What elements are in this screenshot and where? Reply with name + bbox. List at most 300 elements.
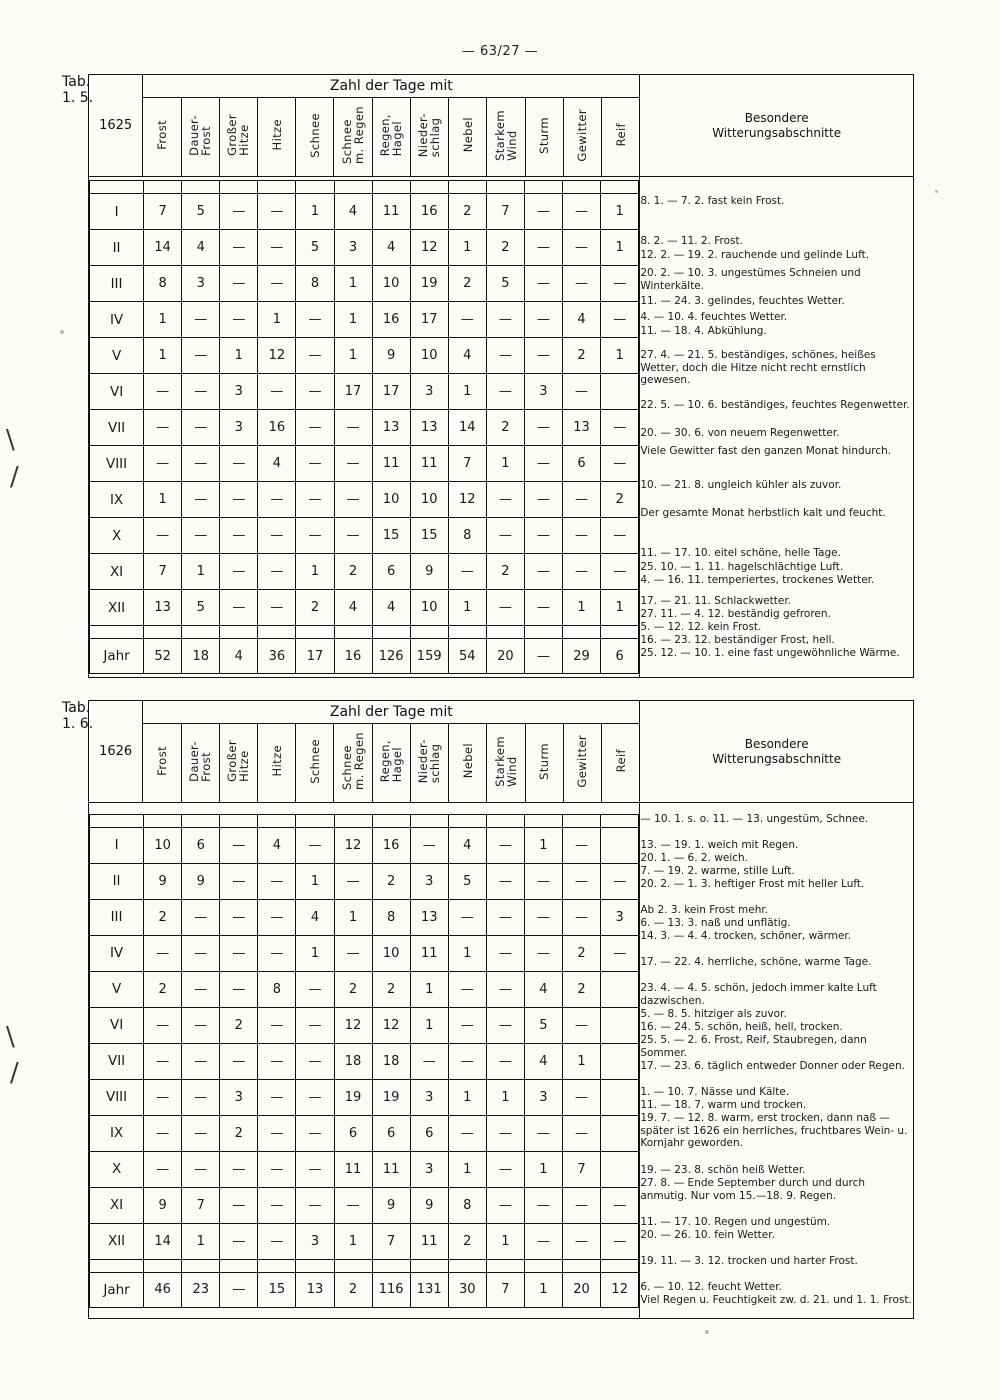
data-cell: — — [182, 374, 220, 410]
data-cell: — — [562, 1187, 600, 1223]
data-cell: 12 — [258, 338, 296, 374]
data-cell: — — [448, 1115, 486, 1151]
spacer-cell — [448, 181, 486, 194]
data-cell: 1 — [410, 1007, 448, 1043]
data-cell: 3 — [410, 1079, 448, 1115]
data-cell: — — [334, 410, 372, 446]
year-total-cell: 2 — [334, 1272, 372, 1307]
data-cell: — — [334, 1187, 372, 1223]
year-header-cell: 1625 — [89, 75, 143, 177]
data-cell: 2 — [486, 230, 524, 266]
data-cell: 12 — [410, 230, 448, 266]
data-cell: 5 — [524, 1007, 562, 1043]
table-row — [90, 899, 639, 935]
col-header-niederschlag — [410, 98, 448, 177]
data-cell: 15 — [372, 518, 410, 554]
data-cell: — — [220, 1223, 258, 1259]
data-cell: 6 — [334, 1115, 372, 1151]
year-total-cell: 116 — [372, 1272, 410, 1307]
spacer-cell — [90, 1259, 144, 1272]
month-label: III — [90, 266, 144, 302]
data-cell: 16 — [372, 302, 410, 338]
month-label: IX — [90, 482, 144, 518]
col-header-regen-hagel — [372, 724, 410, 803]
col-header-starkem-wind — [487, 724, 525, 803]
data-cell: 15 — [410, 518, 448, 554]
data-cell: 1 — [144, 302, 182, 338]
remark-entry: 8. 1. — 7. 2. fast kein Frost. — [640, 195, 785, 207]
data-cell: 19 — [334, 1079, 372, 1115]
table-row — [90, 302, 639, 338]
data-cell: — — [220, 518, 258, 554]
data-cell: — — [220, 971, 258, 1007]
col-header-grossehitze — [219, 724, 257, 803]
year-total-cell: 36 — [258, 639, 296, 674]
data-cell: — — [524, 935, 562, 971]
year-total-cell: 7 — [486, 1272, 524, 1307]
col-header-hitze — [257, 724, 295, 803]
data-cell: 1 — [410, 971, 448, 1007]
month-label: III — [90, 899, 144, 935]
data-cell: 4 — [296, 899, 334, 935]
data-cell: 1 — [448, 374, 486, 410]
year-total-cell: — — [524, 639, 562, 674]
data-cell: 11 — [372, 446, 410, 482]
data-cell: 5 — [296, 230, 334, 266]
data-cell: 19 — [410, 266, 448, 302]
data-cell: 3 — [601, 899, 639, 935]
data-cell: 1 — [448, 1151, 486, 1187]
data-cell: — — [144, 374, 182, 410]
table-label-1626 — [62, 700, 108, 732]
data-cell: 17 — [372, 374, 410, 410]
row-spacer — [90, 626, 639, 639]
month-label: XII — [90, 1223, 144, 1259]
data-cell: 1 — [448, 590, 486, 626]
data-cell: 14 — [144, 1223, 182, 1259]
data-cell: 2 — [144, 899, 182, 935]
data-cell: 7 — [448, 446, 486, 482]
tab-label-line1: Tab. — [62, 700, 91, 716]
month-label: IV — [90, 302, 144, 338]
data-cell: — — [486, 827, 524, 863]
data-cell: — — [601, 1223, 639, 1259]
col-header-text: Regen, — [378, 739, 393, 783]
data-cell: — — [562, 863, 600, 899]
remark-entry: 23. 4. — 4. 5. schön, jedoch immer kalte Luft dazwischen. — [640, 982, 877, 1007]
remark-entry: 11. — 24. 3. gelindes, feuchtes Wetter. — [640, 295, 845, 307]
table-row — [90, 482, 639, 518]
data-cell: — — [524, 554, 562, 590]
data-cell: 3 — [524, 374, 562, 410]
data-cell: — — [220, 899, 258, 935]
data-cell: — — [524, 1223, 562, 1259]
data-cell: — — [334, 446, 372, 482]
table-row — [90, 590, 639, 626]
spacer-cell — [410, 626, 448, 639]
data-cell: 3 — [220, 410, 258, 446]
remark-entry: 16. — 23. 12. beständiger Frost, hell. — [640, 634, 835, 646]
remark-entry: 20. 2. — 10. 3. ungestümes Schneien und Winterkälte. — [640, 267, 861, 292]
remark-entry: 20. 1. — 6. 2. weich. — [640, 852, 748, 864]
data-cell: — — [562, 266, 600, 302]
data-cell: 2 — [601, 482, 639, 518]
col-header-text: Gewitter — [575, 108, 590, 162]
spacer-cell — [410, 1259, 448, 1272]
data-cell: 3 — [296, 1223, 334, 1259]
data-cell: 12 — [334, 827, 372, 863]
data-cell: — — [182, 1079, 220, 1115]
month-label: X — [90, 1151, 144, 1187]
data-cell: — — [601, 266, 639, 302]
month-label: X — [90, 518, 144, 554]
data-cell: — — [220, 194, 258, 230]
spacer-cell — [296, 814, 334, 827]
col-header-text: Schnee — [340, 745, 355, 790]
data-cell: — — [144, 1151, 182, 1187]
data-cell: — — [486, 590, 524, 626]
data-cell: 19 — [372, 1079, 410, 1115]
table-row — [90, 230, 639, 266]
data-cell — [601, 1115, 639, 1151]
data-cell: 1 — [448, 1079, 486, 1115]
remark-title-line1: Besondere — [744, 736, 809, 751]
remark-entry: 5. — 8. 5. hitziger als zuvor. — [640, 1008, 787, 1020]
table-row — [90, 1151, 639, 1187]
remark-entry: 25. 5. — 2. 6. Frost, Reif, Staubregen, dann Sommer. — [640, 1034, 867, 1059]
data-cell: — — [220, 1043, 258, 1079]
data-cell: 1 — [524, 827, 562, 863]
spacer-cell — [220, 1259, 258, 1272]
remark-entry: Viel Regen u. Feuchtigkeit zw. d. 21. und 1. 1. Frost. — [640, 1294, 912, 1306]
data-cell: 1 — [296, 935, 334, 971]
data-cell: 1 — [334, 338, 372, 374]
remark-entry: 7. — 19. 2. warme, stille Luft. — [640, 865, 795, 877]
data-cell: — — [182, 1115, 220, 1151]
data-cell: — — [601, 518, 639, 554]
data-cell: 2 — [448, 194, 486, 230]
col-header-text: Frost — [154, 120, 169, 150]
data-cell: — — [524, 266, 562, 302]
data-cell: — — [601, 302, 639, 338]
data-cell: — — [296, 1115, 334, 1151]
data-cell: 13 — [144, 590, 182, 626]
data-cell: 4 — [372, 230, 410, 266]
data-cell: — — [144, 1079, 182, 1115]
data-cell: — — [562, 1223, 600, 1259]
data-cell: 1 — [144, 338, 182, 374]
col-header-reif — [601, 724, 639, 803]
data-cell: 2 — [372, 863, 410, 899]
spacer-cell — [334, 1259, 372, 1272]
col-header-grossehitze — [219, 98, 257, 177]
data-cell: — — [296, 1007, 334, 1043]
col-header-text: Frost — [154, 746, 169, 776]
data-cell: 2 — [486, 410, 524, 446]
data-cell: — — [220, 590, 258, 626]
year-total-cell: — — [220, 1272, 258, 1307]
spacer-cell — [296, 1259, 334, 1272]
spacer-cell — [220, 814, 258, 827]
year-total-cell: 17 — [296, 639, 334, 674]
data-cell: 14 — [144, 230, 182, 266]
data-cell: 2 — [144, 971, 182, 1007]
year-total-row — [90, 1272, 639, 1307]
remark-entry: 11. — 17. 10. eitel schöne, helle Tage. — [640, 547, 841, 559]
data-area-1626 — [89, 803, 640, 1319]
data-cell: 2 — [334, 971, 372, 1007]
data-cell: 13 — [372, 410, 410, 446]
remark-entry: 17. — 21. 11. Schlackwetter. — [640, 595, 792, 607]
data-cell: 8 — [258, 971, 296, 1007]
data-cell: 9 — [372, 1187, 410, 1223]
data-cell: — — [562, 374, 600, 410]
monthly-rows-1625 — [89, 180, 639, 674]
data-cell: 12 — [334, 1007, 372, 1043]
spacer-cell — [90, 814, 144, 827]
month-label: XI — [90, 1187, 144, 1223]
data-cell: — — [258, 1151, 296, 1187]
col-header-text2: Hagel — [390, 120, 405, 157]
data-cell: — — [258, 1007, 296, 1043]
data-cell: 5 — [448, 863, 486, 899]
data-cell: — — [182, 1043, 220, 1079]
year-total-cell: 131 — [410, 1272, 448, 1307]
table-row — [90, 827, 639, 863]
data-cell: 18 — [372, 1043, 410, 1079]
month-label: VIII — [90, 1079, 144, 1115]
data-cell — [601, 1043, 639, 1079]
month-label: II — [90, 863, 144, 899]
data-cell: — — [258, 374, 296, 410]
year-total-cell: 4 — [220, 639, 258, 674]
data-cell: 4 — [448, 338, 486, 374]
data-cell: 11 — [410, 1223, 448, 1259]
month-label: VII — [90, 410, 144, 446]
data-cell: — — [182, 482, 220, 518]
tab-label-line2: 1. 5. — [62, 90, 94, 106]
row-spacer — [90, 181, 639, 194]
col-header-text: Schnee — [307, 112, 322, 158]
data-cell: 17 — [410, 302, 448, 338]
spacer-cell — [258, 626, 296, 639]
data-cell: — — [448, 1007, 486, 1043]
remark-entry: Ab 2. 3. kein Frost mehr. — [640, 904, 769, 916]
data-cell: 12 — [372, 1007, 410, 1043]
spacer-cell — [144, 1259, 182, 1272]
data-cell: — — [144, 446, 182, 482]
data-cell: 18 — [334, 1043, 372, 1079]
col-header-text: Nieder- — [416, 112, 431, 158]
year-total-cell: 12 — [601, 1272, 639, 1307]
data-cell: 2 — [334, 554, 372, 590]
table-row — [90, 554, 639, 590]
data-cell — [601, 827, 639, 863]
remark-entry: 19. 11. — 3. 12. trocken und harter Frost. — [640, 1255, 858, 1267]
remarks-cell-1626 — [640, 803, 914, 1319]
data-cell: 3 — [220, 374, 258, 410]
data-cell: — — [562, 1079, 600, 1115]
remarks-cell-1625 — [640, 177, 914, 678]
spacer-cell — [144, 181, 182, 194]
spacer-cell — [524, 1259, 562, 1272]
data-cell: 16 — [372, 827, 410, 863]
table-row — [90, 410, 639, 446]
data-cell: — — [524, 1115, 562, 1151]
year-total-row — [90, 639, 639, 674]
spacer-cell — [182, 1259, 220, 1272]
data-cell: 9 — [144, 1187, 182, 1223]
table-row — [90, 194, 639, 230]
data-cell: 3 — [334, 230, 372, 266]
data-cell: — — [486, 1187, 524, 1223]
data-cell: — — [296, 971, 334, 1007]
data-cell: — — [486, 1007, 524, 1043]
col-header-text: Nieder- — [416, 738, 431, 784]
data-cell: — — [220, 554, 258, 590]
data-cell: 6 — [372, 1115, 410, 1151]
data-cell: 1 — [334, 302, 372, 338]
col-header-text: Regen, — [378, 113, 393, 157]
data-cell: 7 — [486, 194, 524, 230]
data-cell: 13 — [562, 410, 600, 446]
spacer-cell — [486, 181, 524, 194]
col-header-text: Reif — [613, 123, 628, 147]
data-cell: 10 — [372, 482, 410, 518]
spacer-cell — [448, 626, 486, 639]
tab-label-line1: Tab. — [62, 74, 91, 90]
data-cell: — — [562, 194, 600, 230]
year-total-cell: 1 — [524, 1272, 562, 1307]
table-row — [90, 518, 639, 554]
remark-entry: 11. — 18. 4. Abkühlung. — [640, 325, 767, 337]
col-header-niederschlag — [410, 724, 448, 803]
spacer-cell — [562, 1259, 600, 1272]
data-cell: — — [258, 935, 296, 971]
data-cell: — — [524, 410, 562, 446]
col-header-text: Starkem — [492, 735, 507, 787]
year-total-cell: 126 — [372, 639, 410, 674]
spacer-cell — [601, 181, 639, 194]
data-cell: — — [410, 1043, 448, 1079]
data-cell: 17 — [334, 374, 372, 410]
spacer-cell — [601, 626, 639, 639]
data-cell: — — [296, 1151, 334, 1187]
data-cell: 10 — [410, 590, 448, 626]
data-cell: 7 — [144, 554, 182, 590]
data-cell: — — [258, 482, 296, 518]
data-cell: — — [486, 863, 524, 899]
data-cell: 3 — [182, 266, 220, 302]
spacer-cell — [372, 814, 410, 827]
month-label: I — [90, 827, 144, 863]
remark-entry: 27. 11. — 4. 12. beständig gefroren. — [640, 608, 831, 620]
spacer-cell — [90, 626, 144, 639]
data-cell: 1 — [562, 590, 600, 626]
data-cell: — — [258, 1043, 296, 1079]
data-cell: — — [601, 410, 639, 446]
col-header-text: Hitze — [269, 745, 284, 777]
margin-mark-1: \ — [6, 425, 15, 455]
data-cell: 5 — [182, 194, 220, 230]
data-cell: — — [296, 1043, 334, 1079]
month-label: XII — [90, 590, 144, 626]
data-cell: — — [182, 899, 220, 935]
col-header-starkem-wind — [487, 98, 525, 177]
data-cell: — — [220, 302, 258, 338]
spacer-cell — [334, 814, 372, 827]
remark-entry: 4. — 16. 11. temperiertes, trockenes Wetter. — [640, 574, 875, 586]
col-header-reif — [601, 98, 639, 177]
data-cell: — — [296, 518, 334, 554]
year-total-label: Jahr — [90, 1272, 144, 1307]
year-total-cell: 52 — [144, 639, 182, 674]
col-header-text: Schnee — [340, 119, 355, 164]
col-header-text: Starkem — [492, 109, 507, 161]
table-row — [90, 1043, 639, 1079]
group-title-1625: Zahl der Tage mit — [143, 75, 640, 98]
data-cell: — — [296, 446, 334, 482]
data-cell: 11 — [372, 1151, 410, 1187]
col-header-text: Gewitter — [575, 734, 590, 788]
col-header-text2: Hagel — [390, 746, 405, 783]
data-cell: — — [448, 971, 486, 1007]
month-label: VII — [90, 1043, 144, 1079]
remark-title-line2: Witterungsabschnitte — [712, 125, 842, 140]
table-row — [90, 1079, 639, 1115]
month-label: VI — [90, 374, 144, 410]
remark-entry: 19. 7. — 12. 8. warm, erst trocken, dann naß — später ist 1626 ein herrliches, fruchtbares Wein- u. Kornjahr geworden. — [640, 1112, 908, 1150]
meteo-table-1625 — [88, 74, 914, 678]
data-cell: — — [524, 302, 562, 338]
data-cell: — — [258, 1223, 296, 1259]
data-cell: 8 — [296, 266, 334, 302]
spacer-cell — [144, 626, 182, 639]
data-cell: 1 — [601, 338, 639, 374]
data-cell: — — [144, 1007, 182, 1043]
data-cell — [601, 1079, 639, 1115]
month-label: V — [90, 971, 144, 1007]
col-header-text2: m. Regen — [352, 732, 367, 790]
table-row — [90, 863, 639, 899]
remark-title-line2: Witterungsabschnitte — [712, 751, 842, 766]
data-cell: — — [296, 1187, 334, 1223]
data-cell: — — [220, 482, 258, 518]
table-row — [90, 446, 639, 482]
year-total-cell: 16 — [334, 639, 372, 674]
col-header-text2: Hitze — [237, 124, 252, 156]
spacer-cell — [448, 814, 486, 827]
month-label: IV — [90, 935, 144, 971]
table-row — [90, 1223, 639, 1259]
data-cell: 1 — [220, 338, 258, 374]
year-total-cell: 29 — [562, 639, 600, 674]
data-cell: — — [524, 518, 562, 554]
data-cell: 4 — [334, 590, 372, 626]
spacer-cell — [524, 181, 562, 194]
remark-entry: 6. — 10. 12. feucht Wetter. — [640, 1281, 782, 1293]
spacer-cell — [258, 1259, 296, 1272]
data-cell: — — [258, 1187, 296, 1223]
col-header-text2: Frost — [199, 751, 214, 782]
data-cell: — — [524, 338, 562, 374]
paper-speck — [705, 1330, 709, 1334]
data-cell: — — [486, 935, 524, 971]
data-cell: 8 — [144, 266, 182, 302]
data-cell: 1 — [448, 935, 486, 971]
data-cell: — — [524, 863, 562, 899]
table-row — [90, 338, 639, 374]
